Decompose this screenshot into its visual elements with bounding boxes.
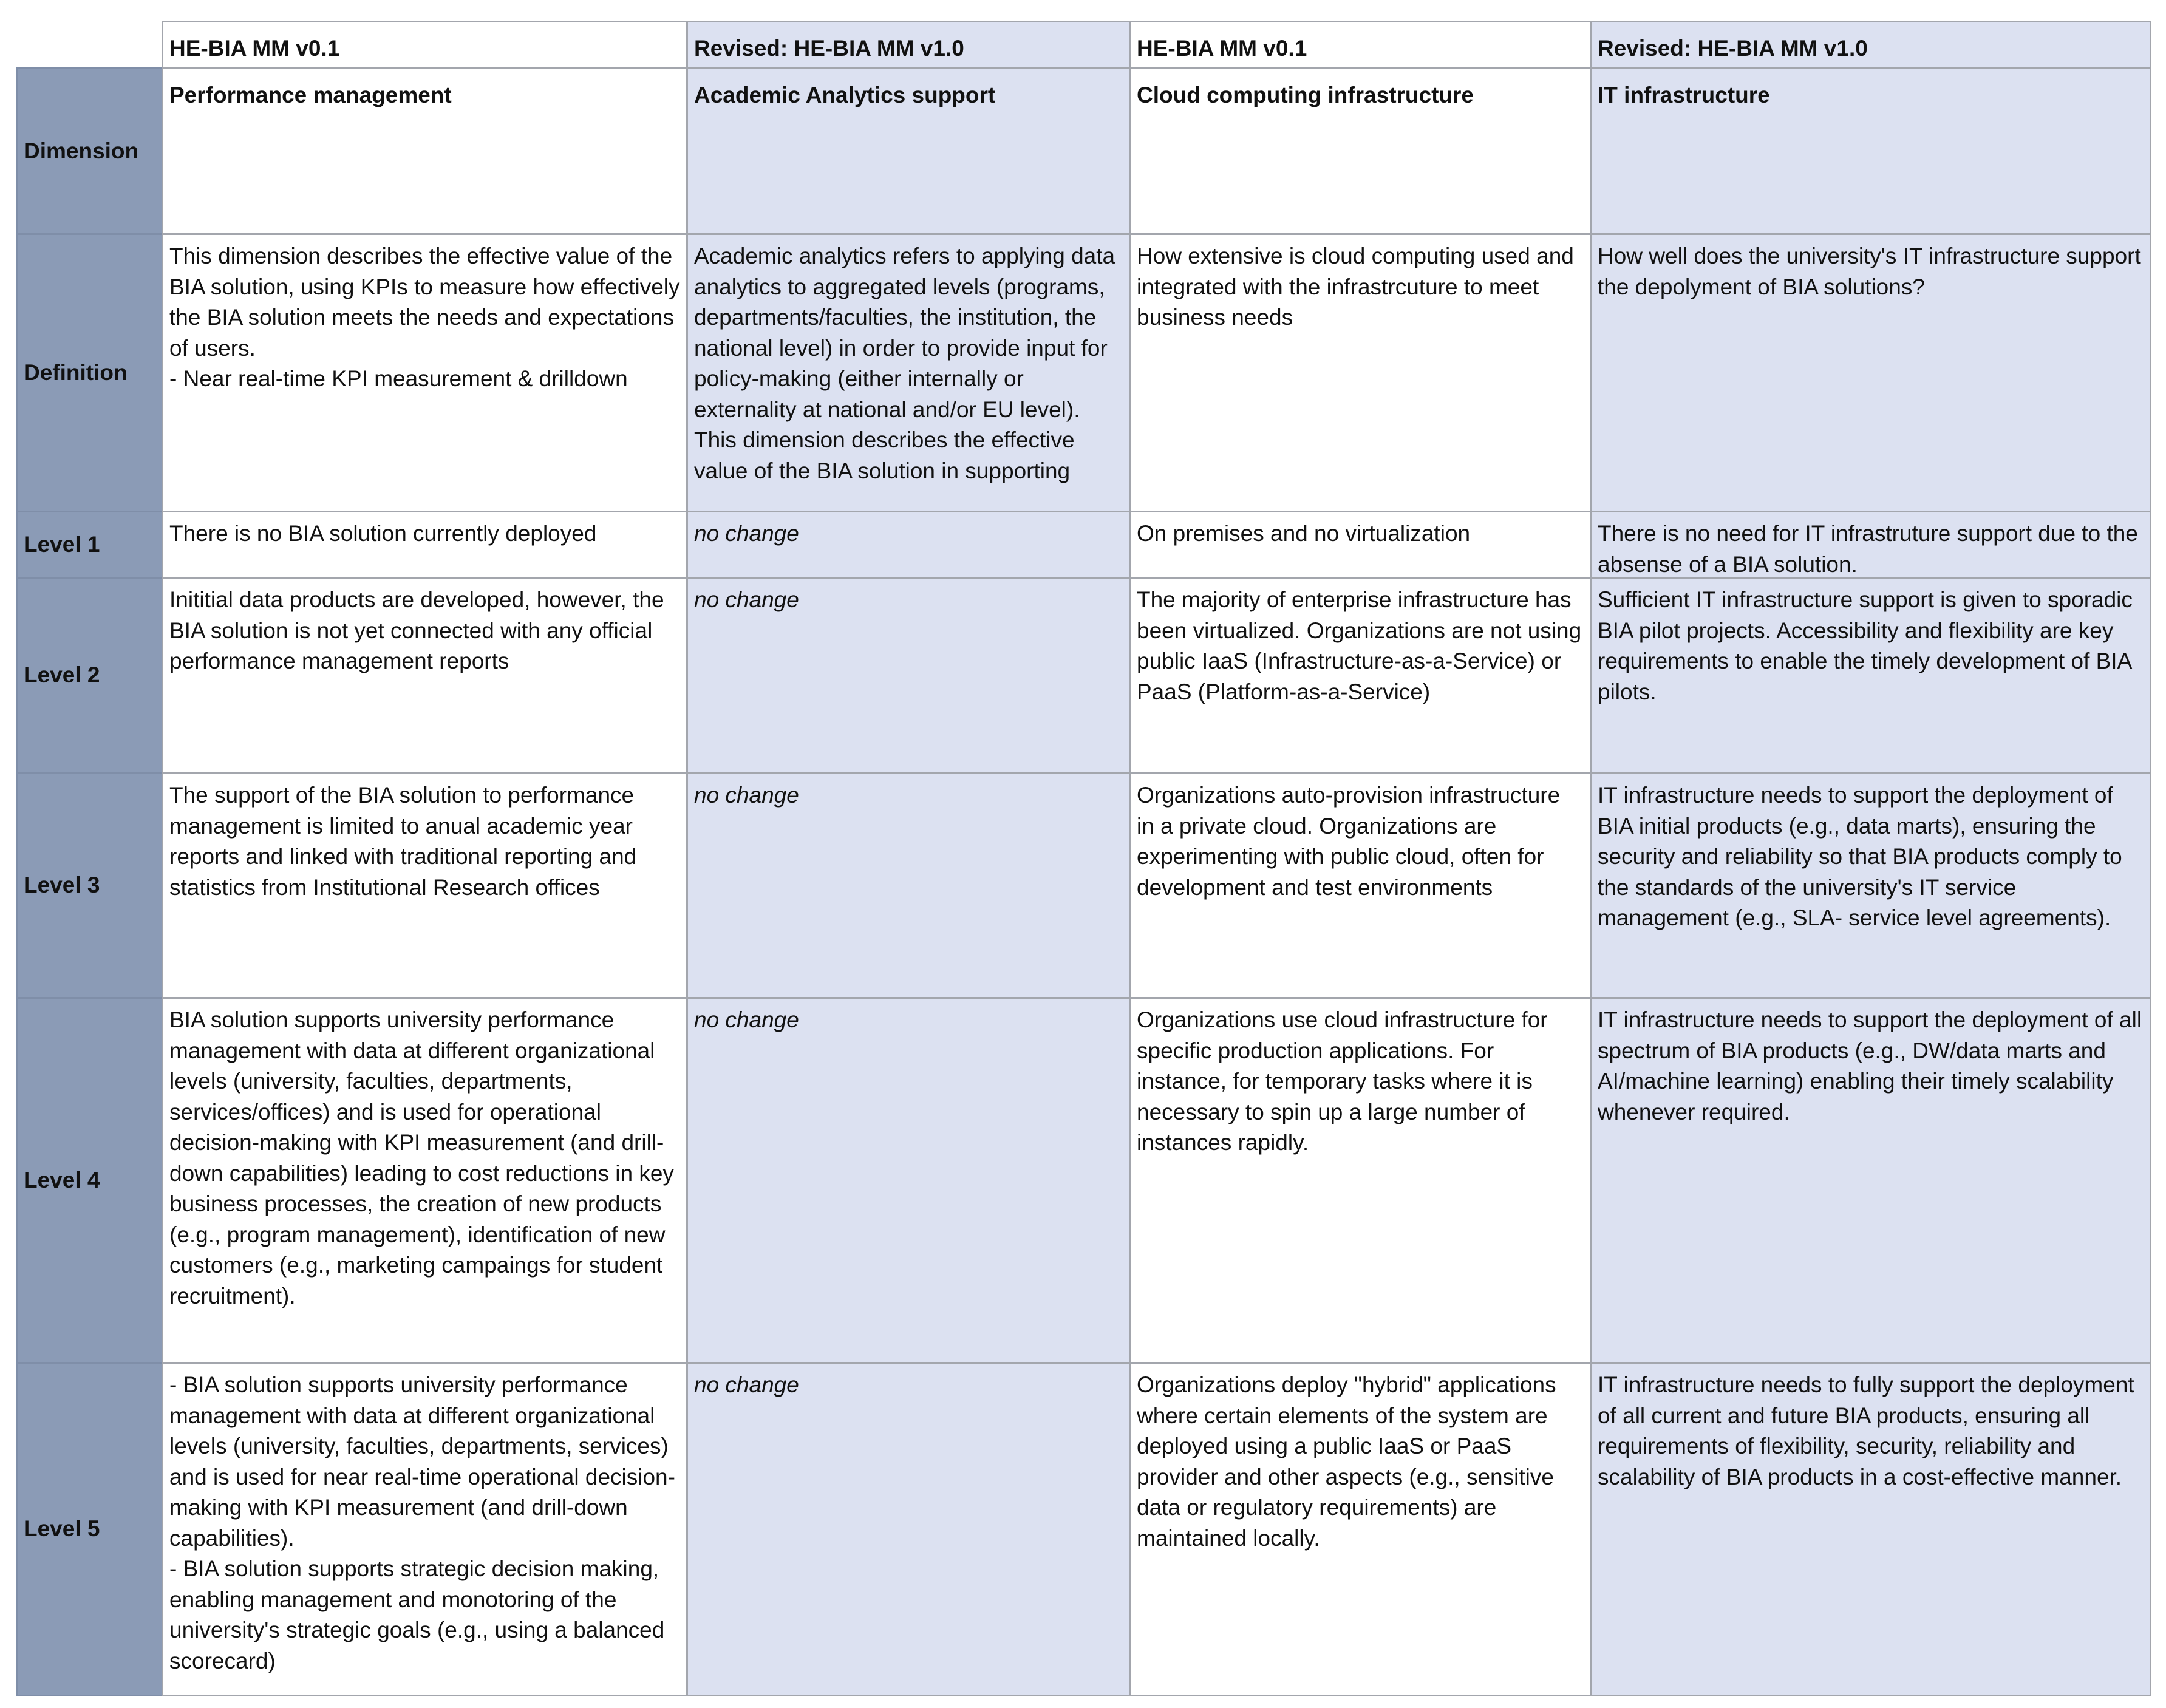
dimension-academic-analytics-support: Academic Analytics support — [686, 67, 1131, 235]
level-2-cloud-computing: The majority of enterprise infrastructure has been virtualized. Organizations are not using public IaaS (Infrastructure-as-a-Service) or PaaS (Platform-as-a-Service) — [1129, 577, 1592, 774]
level-5-it-infrastructure: IT infrastructure needs to fully support the deployment of all current and future BIA products, ensuring all requirements of flexibility, security, reliability and scalability of BIA products in a cost-effective manner. — [1590, 1362, 2151, 1696]
column-header-v10-it-infrastructure: Revised: HE-BIA MM v1.0 — [1590, 21, 2151, 69]
level-5-academic-analytics: no change — [686, 1362, 1131, 1696]
dimension-cloud-computing-infrastructure: Cloud computing infrastructure — [1129, 67, 1592, 235]
level-4-it-infrastructure: IT infrastructure needs to support the deployment of all spectrum of BIA products (e.g., DW/data marts and AI/machine learning) enabling their timely scalability whenever required. — [1590, 997, 2151, 1364]
level-4-cloud-computing: Organizations use cloud infrastructure for specific production applications. For instance, for temporary tasks where it is necessary to spin up a large number of instances rapidly. — [1129, 997, 1592, 1364]
row-label-level-5: Level 5 — [16, 1362, 163, 1696]
row-label-level-4: Level 4 — [16, 997, 163, 1364]
level-5-cloud-computing: Organizations deploy "hybrid" applications where certain elements of the system are deployed using a public IaaS or PaaS provider and other aspects (e.g., sensitive data or regulatory requirements) are maintained locally. — [1129, 1362, 1592, 1696]
level-3-academic-analytics: no change — [686, 772, 1131, 999]
level-1-it-infrastructure: There is no need for IT infrastruture support due to the absense of a BIA solution. — [1590, 511, 2151, 579]
row-label-level-3: Level 3 — [16, 772, 163, 999]
definition-academic-analytics: Academic analytics refers to applying data analytics to aggregated levels (programs, departments/faculties, the institution, the national level) in order to provide input for policy-making (either internally or externality at national and/or EU level). This dimension describes the effective value of the BIA solution in supporting — [686, 233, 1131, 512]
row-label-dimension: Dimension — [16, 67, 163, 235]
definition-it-infrastructure: How well does the university's IT infrastructure support the depolyment of BIA solutions? — [1590, 233, 2151, 512]
dimension-performance-management: Performance management — [162, 67, 688, 235]
definition-cloud-computing: How extensive is cloud computing used and integrated with the infrastrcuture to meet business needs — [1129, 233, 1592, 512]
level-1-cloud-computing: On premises and no virtualization — [1129, 511, 1592, 579]
row-label-level-2: Level 2 — [16, 577, 163, 774]
level-2-it-infrastructure: Sufficient IT infrastructure support is given to sporadic BIA pilot projects. Accessibility and flexibility are key requirements to enable the timely development of BIA pilots. — [1590, 577, 2151, 774]
column-header-v01-cloud: HE-BIA MM v0.1 — [1129, 21, 1592, 69]
level-4-academic-analytics: no change — [686, 997, 1131, 1364]
level-2-academic-analytics: no change — [686, 577, 1131, 774]
row-label-definition: Definition — [16, 233, 163, 512]
dimension-it-infrastructure: IT infrastructure — [1590, 67, 2151, 235]
definition-performance-management: This dimension describes the effective value of the BIA solution, using KPIs to measure how effectively the BIA solution meets the needs and expectations of users. - Near real-time KPI measurement & drilldown — [162, 233, 688, 512]
level-2-performance-management: Inititial data products are developed, however, the BIA solution is not yet connected with any official performance management reports — [162, 577, 688, 774]
level-4-performance-management: BIA solution supports university performance management with data at different organizational levels (university, faculties, departments, services/offices) and is used for operational decision-making with KPI measurement (and drill-down capabilities) leading to cost reductions in key business processes, the creation of new products (e.g., program management), identification of new customers (e.g., marketing campaings for student recruitment). — [162, 997, 688, 1364]
level-1-performance-management: There is no BIA solution currently deployed — [162, 511, 688, 579]
level-5-performance-management: - BIA solution supports university performance management with data at different organizational levels (university, faculties, departments, services) and is used for near real-time operational decision-making with KPI measurement (and drill-down capabilities). - BIA solution supports strategic decision making, enabling management and monotoring of the university's strategic goals (e.g., using a balanced scorecard) — [162, 1362, 688, 1696]
row-label-level-1: Level 1 — [16, 511, 163, 579]
column-header-v01-performance: HE-BIA MM v0.1 — [162, 21, 688, 69]
level-3-performance-management: The support of the BIA solution to performance management is limited to anual academic year reports and linked with traditional reporting and statistics from Institutional Research offices — [162, 772, 688, 999]
column-header-v10-academic-analytics: Revised: HE-BIA MM v1.0 — [686, 21, 1131, 69]
level-3-it-infrastructure: IT infrastructure needs to support the deployment of BIA initial products (e.g., data marts), ensuring the security and reliability so that BIA products comply to the standards of the university's IT service management (e.g., SLA- service level agreements). — [1590, 772, 2151, 999]
level-3-cloud-computing: Organizations auto-provision infrastructure in a private cloud. Organizations are experimenting with public cloud, often for development and test environments — [1129, 772, 1592, 999]
level-1-academic-analytics: no change — [686, 511, 1131, 579]
